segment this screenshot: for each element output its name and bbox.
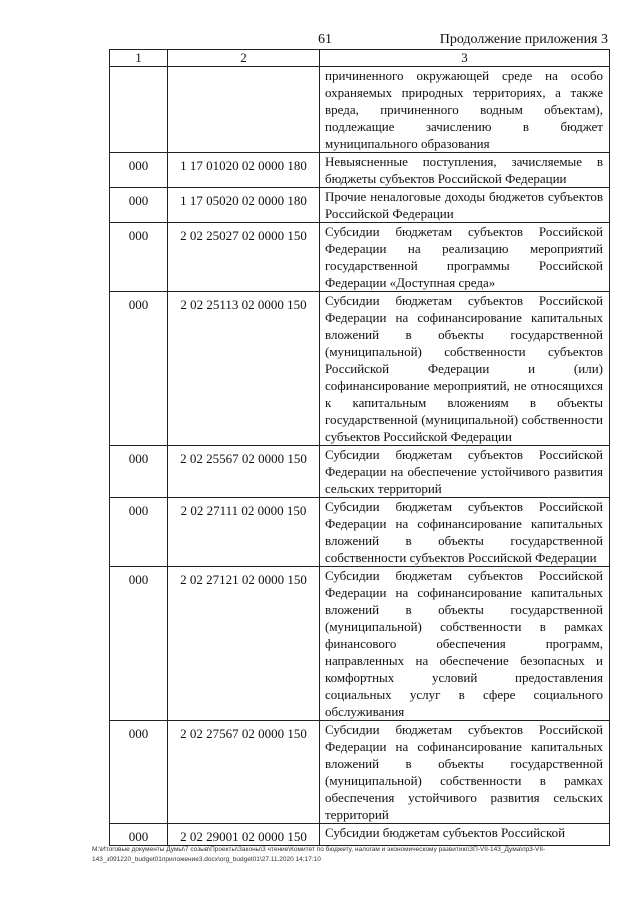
revenue-description-cell: Субсидии бюджетам субъектов Российской Федерации на обеспечение устойчивого развития сельских территорий bbox=[320, 446, 610, 498]
table-row bbox=[110, 153, 610, 188]
page-number: 61 bbox=[318, 32, 332, 47]
column-header-3: 3 bbox=[320, 50, 610, 67]
revenue-description-cell: Субсидии бюджетам субъектов Российской Федерации на реализацию мероприятий государственной программы Российской Федерации «Доступная среда» bbox=[320, 223, 610, 292]
revenue-description-cell: Невыясненные поступления, зачисляемые в бюджеты субъектов Российской Федерации bbox=[320, 153, 610, 188]
table-row bbox=[110, 67, 610, 153]
admin-code-cell: 000 bbox=[110, 498, 168, 567]
column-header-1: 1 bbox=[110, 50, 168, 67]
admin-code-cell: 000 bbox=[110, 292, 168, 446]
admin-code-cell: 000 bbox=[110, 446, 168, 498]
table-row bbox=[110, 498, 610, 567]
table-row bbox=[110, 721, 610, 824]
revenue-code-cell: 2 02 27111 02 0000 150 bbox=[168, 498, 320, 567]
table-row bbox=[110, 446, 610, 498]
revenue-code-cell: 2 02 25567 02 0000 150 bbox=[168, 446, 320, 498]
revenue-code-cell: 1 17 05020 02 0000 180 bbox=[168, 188, 320, 223]
table-row bbox=[110, 567, 610, 721]
revenue-code-cell: 2 02 29001 02 0000 150 bbox=[168, 824, 320, 846]
admin-code-cell: 000 bbox=[110, 188, 168, 223]
revenue-description-cell: Субсидии бюджетам субъектов Российской Федерации на софинансирование капитальных вложений в объекты государственной (муниципальной) собственности субъектов Российской Федерации и (или) софинансирование мероприятий, не относящихся к капитальным вложениям в объекты государственной (муниципальной) собственности субъектов Российской Федерации bbox=[320, 292, 610, 446]
admin-code-cell: 000 bbox=[110, 153, 168, 188]
appendix-continuation-title: Продолжение приложения 3 bbox=[439, 32, 608, 47]
revenue-description-cell: Субсидии бюджетам субъектов Российской Федерации на софинансирование капитальных вложений в объекты государственной (муниципальной) собственности в рамках финансового обеспечения программ, направленных на обеспечение безопасных и комфортных условий предоставления социальных услуг в сфере социального обслуживания bbox=[320, 567, 610, 721]
revenue-code-cell: 1 17 01020 02 0000 180 bbox=[168, 153, 320, 188]
admin-code-cell: 000 bbox=[110, 223, 168, 292]
revenue-code-cell: 2 02 27567 02 0000 150 bbox=[168, 721, 320, 824]
admin-code-cell bbox=[110, 67, 168, 153]
revenue-code-cell: 2 02 25027 02 0000 150 bbox=[168, 223, 320, 292]
table-header-row bbox=[110, 50, 610, 67]
admin-code-cell: 000 bbox=[110, 824, 168, 846]
table-row bbox=[110, 223, 610, 292]
table-row bbox=[110, 188, 610, 223]
table-row bbox=[110, 824, 610, 846]
revenue-codes-table bbox=[109, 49, 610, 846]
revenue-description-cell: Прочие неналоговые доходы бюджетов субъектов Российской Федерации bbox=[320, 188, 610, 223]
revenue-code-cell: 2 02 27121 02 0000 150 bbox=[168, 567, 320, 721]
revenue-description-cell: Субсидии бюджетам субъектов Российской Федерации на софинансирование капитальных вложений в объекты государственной (муниципальной) собственности в рамках обеспечения устойчивого развития сельских территорий bbox=[320, 721, 610, 824]
revenue-description-cell: Субсидии бюджетам субъектов Российской Федерации на софинансирование капитальных вложений в объекты государственной собственности субъектов Российской Федерации bbox=[320, 498, 610, 567]
admin-code-cell: 000 bbox=[110, 721, 168, 824]
revenue-code-cell bbox=[168, 67, 320, 153]
admin-code-cell: 000 bbox=[110, 567, 168, 721]
document-file-path-footer: M:\Итоговые документы Думы\7 созыв\Проекты\Законы\3 чтение\Комитет по бюджету, налогам и экономическому развитию\ЗП-VII-143_Дума\пр3-VII-143_з091220_budget01приложение3.docx\org_budget01\27.11.2020 14:17:10 bbox=[92, 846, 546, 863]
revenue-code-cell: 2 02 25113 02 0000 150 bbox=[168, 292, 320, 446]
revenue-description-cell: причиненного окружающей среде на особо охраняемых природных территориях, а также вреда, причиненного водным объектам), подлежащие зачислению в бюджет муниципального образования bbox=[320, 67, 610, 153]
table-row bbox=[110, 292, 610, 446]
revenue-description-cell: Субсидии бюджетам субъектов Российской bbox=[320, 824, 610, 846]
column-header-2: 2 bbox=[168, 50, 320, 67]
